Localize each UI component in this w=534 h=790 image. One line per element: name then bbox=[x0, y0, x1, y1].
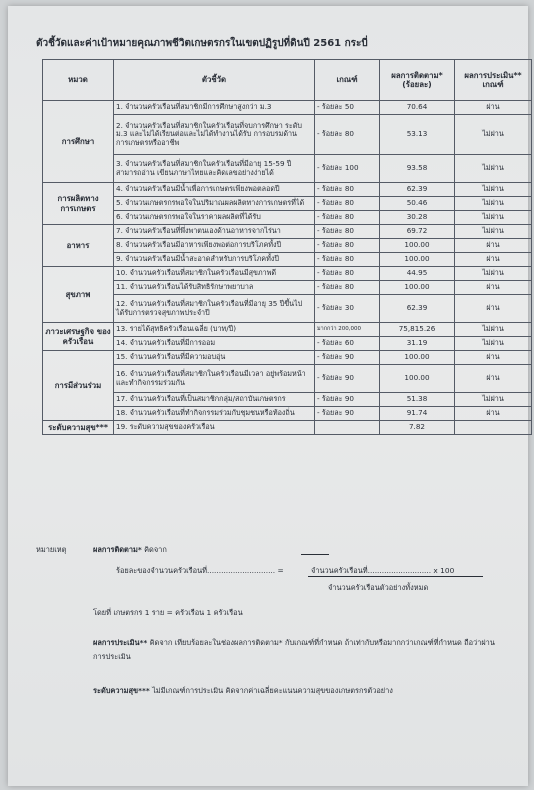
table-row bbox=[43, 393, 532, 407]
target-cell: - ร้อยละ 80 bbox=[315, 115, 380, 155]
target-cell: - ร้อยละ 80 bbox=[315, 211, 380, 225]
formula-numerator: จำนวนครัวเรือนที่........................... x 100 bbox=[311, 566, 455, 575]
evaluation-cell: ไม่ผ่าน bbox=[455, 225, 532, 239]
formula-fraction-bar bbox=[308, 576, 483, 577]
indicator-cell: 6. จำนวนเกษตรกรพอใจในราคาผลผลิตที่ได้รับ bbox=[114, 211, 315, 225]
note-evaluation-text: คิดจาก เทียบร้อยละในช่องผลการติดตาม* กับเกณฑ์ที่กำหนด ถ้าเท่ากับหรือมากกว่าเกณฑ์ที่กำหนด ถือว่าผ่านการประเมิน bbox=[93, 638, 495, 662]
evaluation-cell: ผ่าน bbox=[455, 407, 532, 421]
header-target: เกณฑ์ bbox=[315, 60, 380, 101]
indicator-cell: 16. จำนวนครัวเรือนที่สมาชิกในครัวเรือนมีเวลา อยู่พร้อมหน้าและทำกิจกรรมร่วมกัน bbox=[114, 365, 315, 393]
table-row bbox=[43, 323, 532, 337]
target-cell: - ร้อยละ 80 bbox=[315, 197, 380, 211]
target-cell: - ร้อยละ 90 bbox=[315, 351, 380, 365]
table-row bbox=[43, 351, 532, 365]
formula-title bbox=[93, 544, 167, 556]
document-title: ตัวชี้วัดและค่าเป้าหมายคุณภาพชีวิตเกษตรกรในเขตปฏิรูปที่ดินปี 2561 กระบี่ bbox=[36, 38, 368, 49]
indicator-cell: 8. จำนวนครัวเรือนมีอาหารเพียงพอต่อการบริโภคทั้งปี bbox=[114, 239, 315, 253]
target-cell: - ร้อยละ 80 bbox=[315, 253, 380, 267]
result-cell: 91.74 bbox=[380, 407, 455, 421]
indicator-cell: 17. จำนวนครัวเรือนที่เป็นสมาชิกกลุ่ม/สถาบันเกษตรกร bbox=[114, 393, 315, 407]
table-header-row bbox=[43, 60, 532, 101]
target-cell: - ร้อยละ 90 bbox=[315, 393, 380, 407]
note-happiness bbox=[93, 685, 393, 697]
table-row bbox=[43, 183, 532, 197]
result-cell: 51.38 bbox=[380, 393, 455, 407]
indicator-cell: 18. จำนวนครัวเรือนที่ทำกิจกรรมร่วมกับชุมชนหรือท้องถิ่น bbox=[114, 407, 315, 421]
indicator-cell: 12. จำนวนครัวเรือนที่สมาชิกในครัวเรือนที่มีอายุ 35 ปีขึ้นไป ได้รับการตรวจสุขภาพประจำปี bbox=[114, 295, 315, 323]
header-evaluation: ผลการประเมิน** เกณฑ์ bbox=[455, 60, 532, 101]
formula-denominator: จำนวนครัวเรือนตัวอย่างทั้งหมด bbox=[328, 583, 429, 592]
notes-label: หมายเหตุ bbox=[36, 545, 67, 554]
indicator-cell: 15. จำนวนครัวเรือนที่มีความอบอุ่น bbox=[114, 351, 315, 365]
target-cell: - ร้อยละ 50 bbox=[315, 101, 380, 115]
target-cell bbox=[315, 421, 380, 435]
evaluation-cell: ไม่ผ่าน bbox=[455, 197, 532, 211]
result-cell: 31.19 bbox=[380, 337, 455, 351]
indicator-cell: 14. จำนวนครัวเรือนที่มีการออม bbox=[114, 337, 315, 351]
note-happiness-bold: ระดับความสุข*** bbox=[93, 686, 150, 695]
table-row bbox=[43, 253, 532, 267]
header-category: หมวด bbox=[43, 60, 114, 101]
target-cell: - ร้อยละ 80 bbox=[315, 267, 380, 281]
target-cell: - ร้อยละ 60 bbox=[315, 337, 380, 351]
result-cell: 75,815.26 bbox=[380, 323, 455, 337]
formula-divider-short bbox=[301, 554, 329, 555]
result-cell: 100.00 bbox=[380, 281, 455, 295]
evaluation-cell: ผ่าน bbox=[455, 101, 532, 115]
target-cell: - ร้อยละ 90 bbox=[315, 365, 380, 393]
target-cell: - ร้อยละ 80 bbox=[315, 239, 380, 253]
indicator-cell: 2. จำนวนครัวเรือนที่สมาชิกในครัวเรือนที่จบการศึกษา ระดับ ม.3 และไม่ได้เรียนต่อและไม่ได้ทำงานได้รับ การอบรมด้านการเกษตรหรืออาชีพ bbox=[114, 115, 315, 155]
evaluation-cell: ไม่ผ่าน bbox=[455, 115, 532, 155]
header-indicator: ตัวชี้วัด bbox=[114, 60, 315, 101]
category-cell: ระดับความสุข*** bbox=[43, 421, 114, 435]
evaluation-cell: ไม่ผ่าน bbox=[455, 155, 532, 183]
note-happiness-text: ไม่มีเกณฑ์การประเมิน คิดจากค่าเฉลี่ยคะแนนความสุขของเกษตรกรตัวอย่าง bbox=[149, 686, 393, 695]
result-cell: 44.95 bbox=[380, 267, 455, 281]
note-evaluation-bold: ผลการประเมิน** bbox=[93, 638, 148, 647]
target-cell: - ร้อยละ 80 bbox=[315, 225, 380, 239]
table-row bbox=[43, 211, 532, 225]
evaluation-cell: ไม่ผ่าน bbox=[455, 337, 532, 351]
table-row bbox=[43, 365, 532, 393]
evaluation-cell: ไม่ผ่าน bbox=[455, 183, 532, 197]
table-row bbox=[43, 295, 532, 323]
evaluation-cell: ผ่าน bbox=[455, 253, 532, 267]
table-row bbox=[43, 225, 532, 239]
result-cell: 69.72 bbox=[380, 225, 455, 239]
header-result: ผลการติดตาม* (ร้อยละ) bbox=[380, 60, 455, 101]
note-evaluation bbox=[93, 636, 505, 664]
indicator-table bbox=[42, 59, 532, 435]
table-body bbox=[43, 101, 532, 435]
category-cell: ภาวะเศรษฐกิจ ของครัวเรือน bbox=[43, 323, 114, 351]
evaluation-cell bbox=[455, 421, 532, 435]
table-row bbox=[43, 421, 532, 435]
evaluation-cell: ผ่าน bbox=[455, 295, 532, 323]
result-cell: 100.00 bbox=[380, 253, 455, 267]
result-cell: 70.64 bbox=[380, 101, 455, 115]
evaluation-cell: ผ่าน bbox=[455, 239, 532, 253]
indicator-cell: 13. รายได้สุทธิครัวเรือนเฉลี่ย (บาท/ปี) bbox=[114, 323, 315, 337]
target-cell: - ร้อยละ 30 bbox=[315, 295, 380, 323]
evaluation-cell: ผ่าน bbox=[455, 281, 532, 295]
indicator-cell: 7. จำนวนครัวเรือนที่พึ่งพาตนเองด้านอาหารจากไร่นา bbox=[114, 225, 315, 239]
indicator-cell: 3. จำนวนครัวเรือนที่สมาชิกในครัวเรือนที่มีอายุ 15-59 ปี สามารถอ่าน เขียนภาษาไทยและคิดเลขอย่างง่ายได้ bbox=[114, 155, 315, 183]
indicator-cell: 9. จำนวนครัวเรือนมีน้ำสะอาดสำหรับการบริโภคทั้งปี bbox=[114, 253, 315, 267]
result-cell: 53.13 bbox=[380, 115, 455, 155]
result-cell: 7.82 bbox=[380, 421, 455, 435]
formula-left: ร้อยละของจำนวนครัวเรือนที่............................. = bbox=[116, 566, 284, 575]
result-cell: 100.00 bbox=[380, 239, 455, 253]
target-cell: - ร้อยละ 90 bbox=[315, 407, 380, 421]
result-cell: 100.00 bbox=[380, 365, 455, 393]
table-row bbox=[43, 407, 532, 421]
indicator-cell: 10. จำนวนครัวเรือนที่สมาชิกในครัวเรือนมีสุขภาพดี bbox=[114, 267, 315, 281]
table-row bbox=[43, 101, 532, 115]
evaluation-cell: ผ่าน bbox=[455, 351, 532, 365]
indicator-cell: 5. จำนวนเกษตรกรพอใจในปริมาณผลผลิตทางการเกษตรที่ได้ bbox=[114, 197, 315, 211]
result-cell: 62.39 bbox=[380, 295, 455, 323]
table-row bbox=[43, 281, 532, 295]
target-cell: - ร้อยละ 80 bbox=[315, 281, 380, 295]
target-cell: - ร้อยละ 100 bbox=[315, 155, 380, 183]
result-cell: 62.39 bbox=[380, 183, 455, 197]
category-cell: การศึกษา bbox=[43, 101, 114, 183]
result-cell: 30.28 bbox=[380, 211, 455, 225]
result-cell: 100.00 bbox=[380, 351, 455, 365]
evaluation-cell: ไม่ผ่าน bbox=[455, 211, 532, 225]
formula-title-bold: ผลการติดตาม* bbox=[93, 545, 142, 554]
indicator-cell: 11. จำนวนครัวเรือนได้รับสิทธิรักษาพยาบาล bbox=[114, 281, 315, 295]
category-cell: สุขภาพ bbox=[43, 267, 114, 323]
evaluation-cell: ไม่ผ่าน bbox=[455, 323, 532, 337]
formula-title-rest: คิดจาก bbox=[141, 545, 167, 554]
indicator-cell: 1. จำนวนครัวเรือนที่สมาชิกมีการศึกษาสูงกว่า ม.3 bbox=[114, 101, 315, 115]
target-cell: มากกว่า 200,000 bbox=[315, 323, 380, 337]
category-cell: อาหาร bbox=[43, 225, 114, 267]
result-cell: 50.46 bbox=[380, 197, 455, 211]
evaluation-cell: ไม่ผ่าน bbox=[455, 267, 532, 281]
document-page bbox=[8, 6, 528, 786]
note-household: โดยที่ เกษตรกร 1 ราย = ครัวเรือน 1 ครัวเรือน bbox=[93, 608, 243, 617]
category-cell: การมีส่วนร่วม bbox=[43, 351, 114, 421]
category-cell: การผลิตทาง การเกษตร bbox=[43, 183, 114, 225]
table-row bbox=[43, 239, 532, 253]
indicator-cell: 19. ระดับความสุขของครัวเรือน bbox=[114, 421, 315, 435]
evaluation-cell: ไม่ผ่าน bbox=[455, 393, 532, 407]
table-row bbox=[43, 155, 532, 183]
evaluation-cell: ผ่าน bbox=[455, 365, 532, 393]
target-cell: - ร้อยละ 80 bbox=[315, 183, 380, 197]
table-row bbox=[43, 197, 532, 211]
indicator-cell: 4. จำนวนครัวเรือนมีน้ำเพื่อการเกษตรเพียงพอตลอดปี bbox=[114, 183, 315, 197]
table-row bbox=[43, 267, 532, 281]
table-row bbox=[43, 115, 532, 155]
table-row bbox=[43, 337, 532, 351]
result-cell: 93.58 bbox=[380, 155, 455, 183]
